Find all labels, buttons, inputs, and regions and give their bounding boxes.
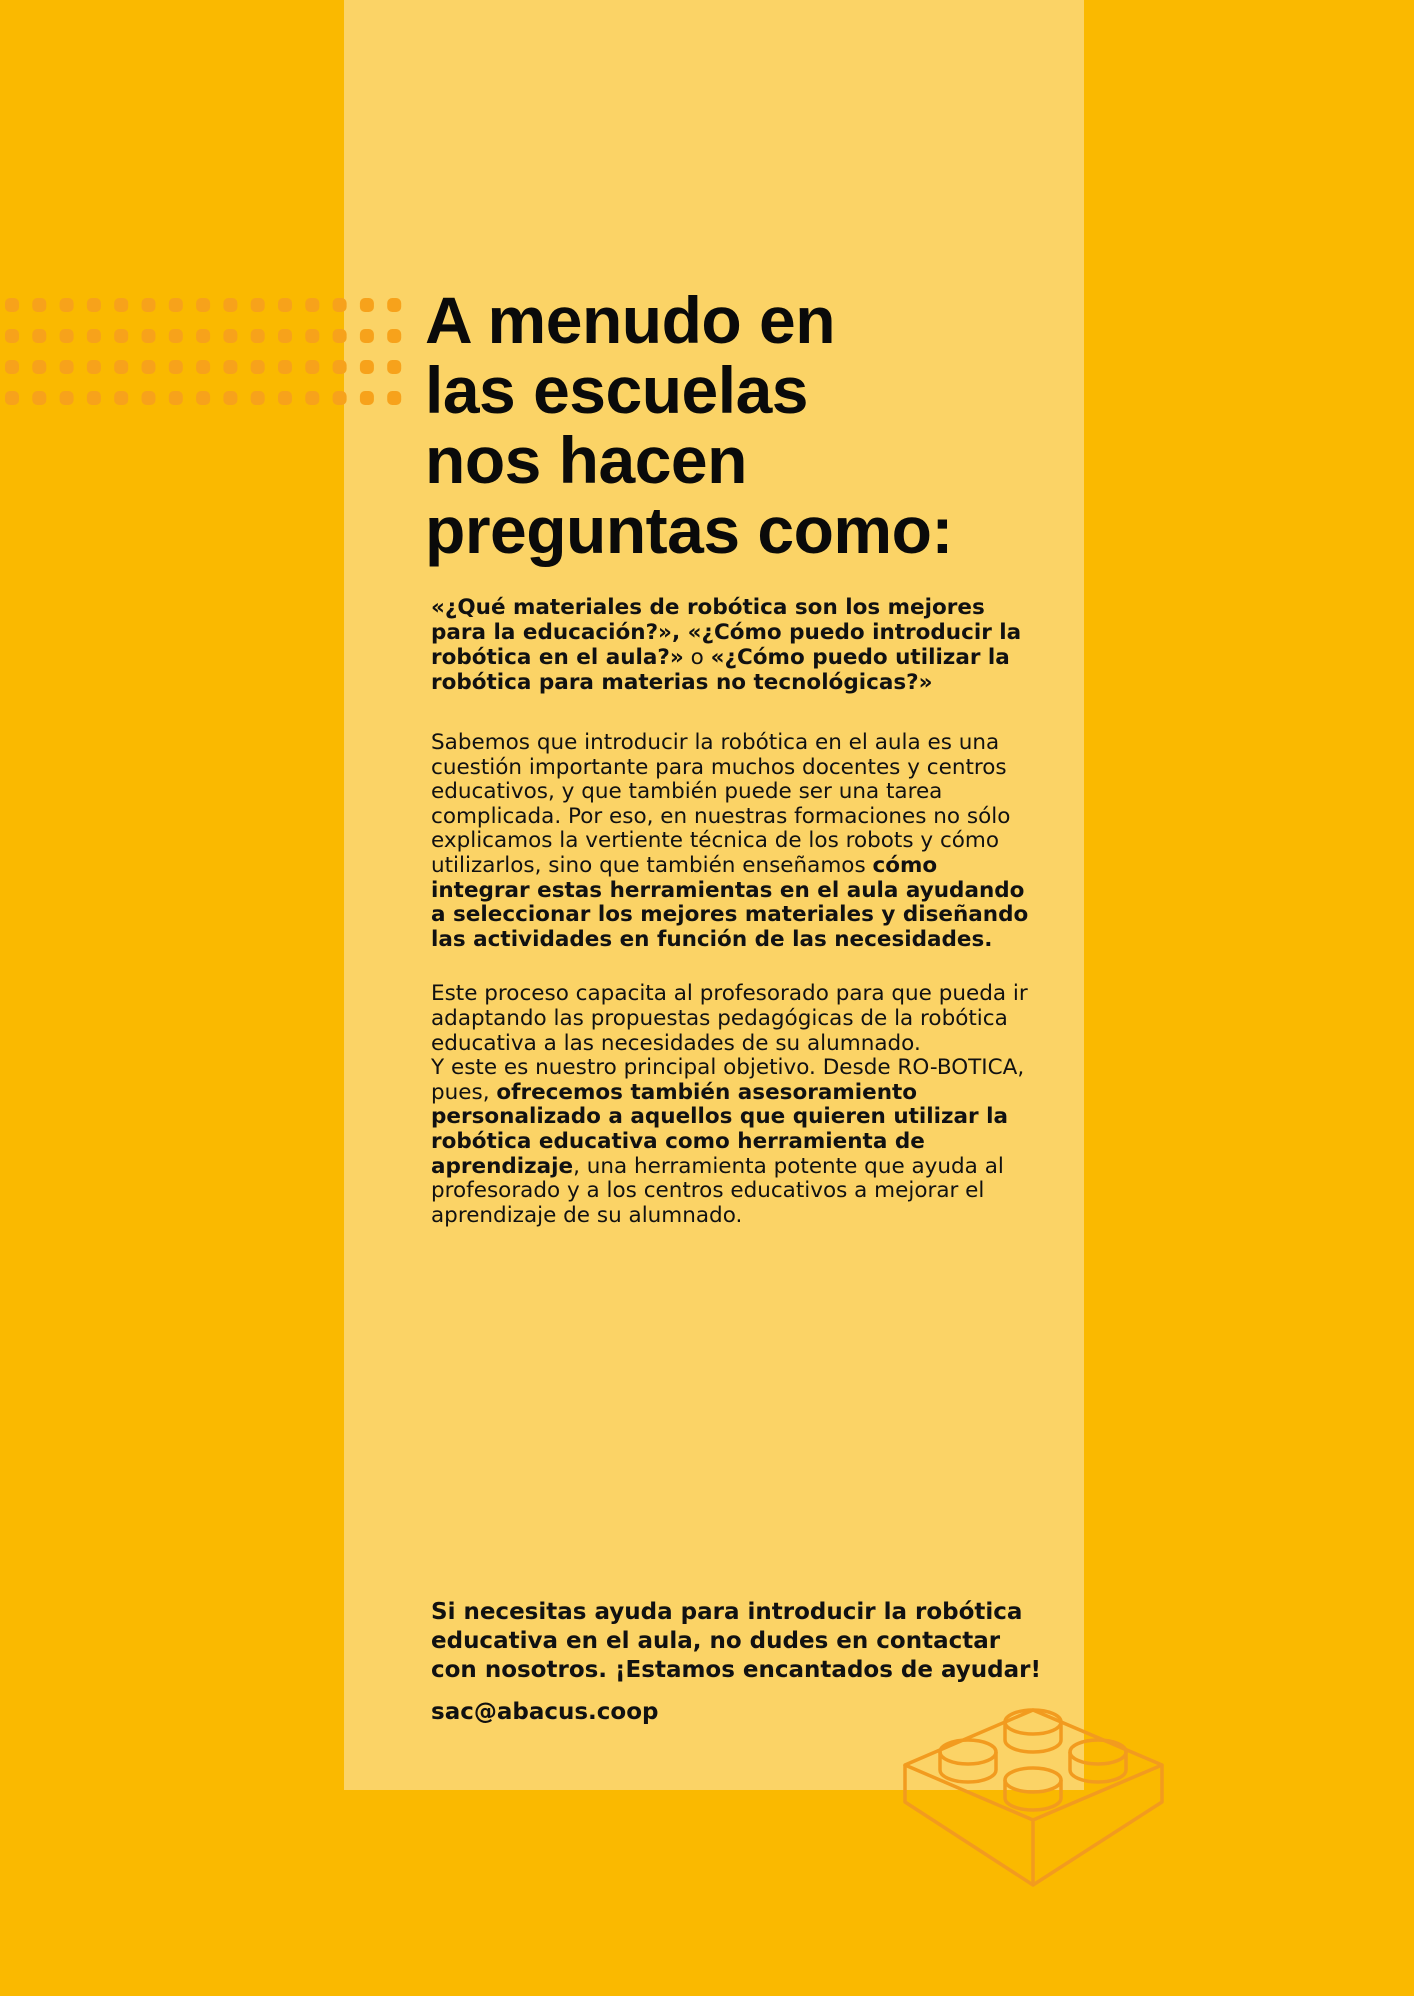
- dot: [223, 298, 237, 312]
- dot: [87, 391, 101, 405]
- dot: [32, 298, 46, 312]
- dot: [196, 391, 210, 405]
- main-content: [425, 285, 1045, 1228]
- body-paragraph: [431, 731, 1043, 952]
- dot: [169, 391, 183, 405]
- dot: [142, 391, 156, 405]
- dot: [114, 329, 128, 343]
- title-line: preguntas como:: [425, 493, 953, 567]
- dot: [360, 298, 374, 312]
- title-line: las escuelas: [425, 353, 808, 427]
- dot: [387, 391, 401, 405]
- dot-grid-icon: [0, 290, 405, 410]
- dot: [60, 391, 74, 405]
- dot: [87, 329, 101, 343]
- body-text: Este proceso capacita al profesorado para que pueda ir adaptando las propuestas pedagógicas de la robótica educativa a las necesidades de su alumnado.: [431, 981, 1028, 1056]
- dot: [196, 329, 210, 343]
- title-line: A menudo en: [425, 283, 836, 357]
- dot: [196, 298, 210, 312]
- dot: [60, 298, 74, 312]
- dot: [114, 391, 128, 405]
- dot: [333, 298, 347, 312]
- dot: [278, 329, 292, 343]
- dot: [223, 391, 237, 405]
- dot: [5, 391, 19, 405]
- body-highlight: ofrecemos también asesoramiento personalizado a aquellos que quieren utilizar la robótica educativa como herramienta de aprendizaje: [431, 1079, 1009, 1179]
- dot: [251, 360, 265, 374]
- page-edge: [0, 1996, 1414, 2000]
- dot: [114, 360, 128, 374]
- lego-brick-icon: [900, 1680, 1170, 1894]
- contact-call-to-action: Si necesitas ayuda para introducir la robótica educativa en el aula, no dudes en contactar con nosotros. ¡Estamos encantados de ayudar!: [431, 1599, 1041, 1683]
- question-text: «¿Cómo puedo utilizar la robótica para materias no tecnológicas?»: [431, 645, 1010, 695]
- body-text: Y este es nuestro principal objetivo. Desde RO-BOTICA, pues,: [431, 1055, 1025, 1105]
- page-title: [425, 285, 1045, 565]
- dot: [360, 391, 374, 405]
- dot: [142, 329, 156, 343]
- dot: [169, 329, 183, 343]
- dot: [142, 298, 156, 312]
- dot: [251, 298, 265, 312]
- dot: [333, 360, 347, 374]
- dot: [32, 391, 46, 405]
- body-paragraph: [431, 982, 1043, 1228]
- dot: [278, 298, 292, 312]
- dot: [114, 298, 128, 312]
- dot: [251, 391, 265, 405]
- dot: [251, 329, 265, 343]
- dot: [305, 391, 319, 405]
- dot: [305, 298, 319, 312]
- contact-email-link[interactable]: sac@abacus.coop: [431, 1699, 659, 1725]
- dot: [387, 360, 401, 374]
- dot: [169, 298, 183, 312]
- dot: [305, 360, 319, 374]
- question-text: «¿Qué materiales de robótica son los mejores para la educación?», «¿Cómo puedo introducir la robótica en el aula?»: [431, 595, 1022, 670]
- dot: [333, 391, 347, 405]
- dot: [60, 329, 74, 343]
- dot: [5, 360, 19, 374]
- body-text: Sabemos que introducir la robótica en el aula es una cuestión importante para muchos docentes y centros educativos, y que también puede ser una tarea complicada. Por eso, en nuestras formaciones no sólo explicamos la vertiente técnica de los robots y cómo utilizarlos, sino que también enseñamos: [431, 730, 1011, 878]
- dot: [387, 298, 401, 312]
- dot: [196, 360, 210, 374]
- body-highlight: cómo integrar estas herramientas en el aula ayudando a seleccionar los mejores materiales y diseñando las actividades en función de las necesidades.: [431, 852, 1029, 952]
- title-line: nos hacen: [425, 423, 747, 497]
- dot: [387, 329, 401, 343]
- dot: [169, 360, 183, 374]
- dot: [305, 329, 319, 343]
- dot: [223, 329, 237, 343]
- dot: [32, 329, 46, 343]
- body-text: , una herramienta potente que ayuda al profesorado y a los centros educativos a mejorar el aprendizaje de su alumnado.: [431, 1153, 1004, 1228]
- dot: [32, 360, 46, 374]
- dot: [60, 360, 74, 374]
- question-connector: o: [683, 645, 711, 670]
- dot: [142, 360, 156, 374]
- dot: [223, 360, 237, 374]
- dot: [87, 360, 101, 374]
- dot: [360, 360, 374, 374]
- dot: [360, 329, 374, 343]
- dot: [5, 329, 19, 343]
- dot: [87, 298, 101, 312]
- dot: [333, 329, 347, 343]
- dot: [278, 391, 292, 405]
- questions-paragraph: [431, 595, 1041, 695]
- dot: [278, 360, 292, 374]
- dot: [5, 298, 19, 312]
